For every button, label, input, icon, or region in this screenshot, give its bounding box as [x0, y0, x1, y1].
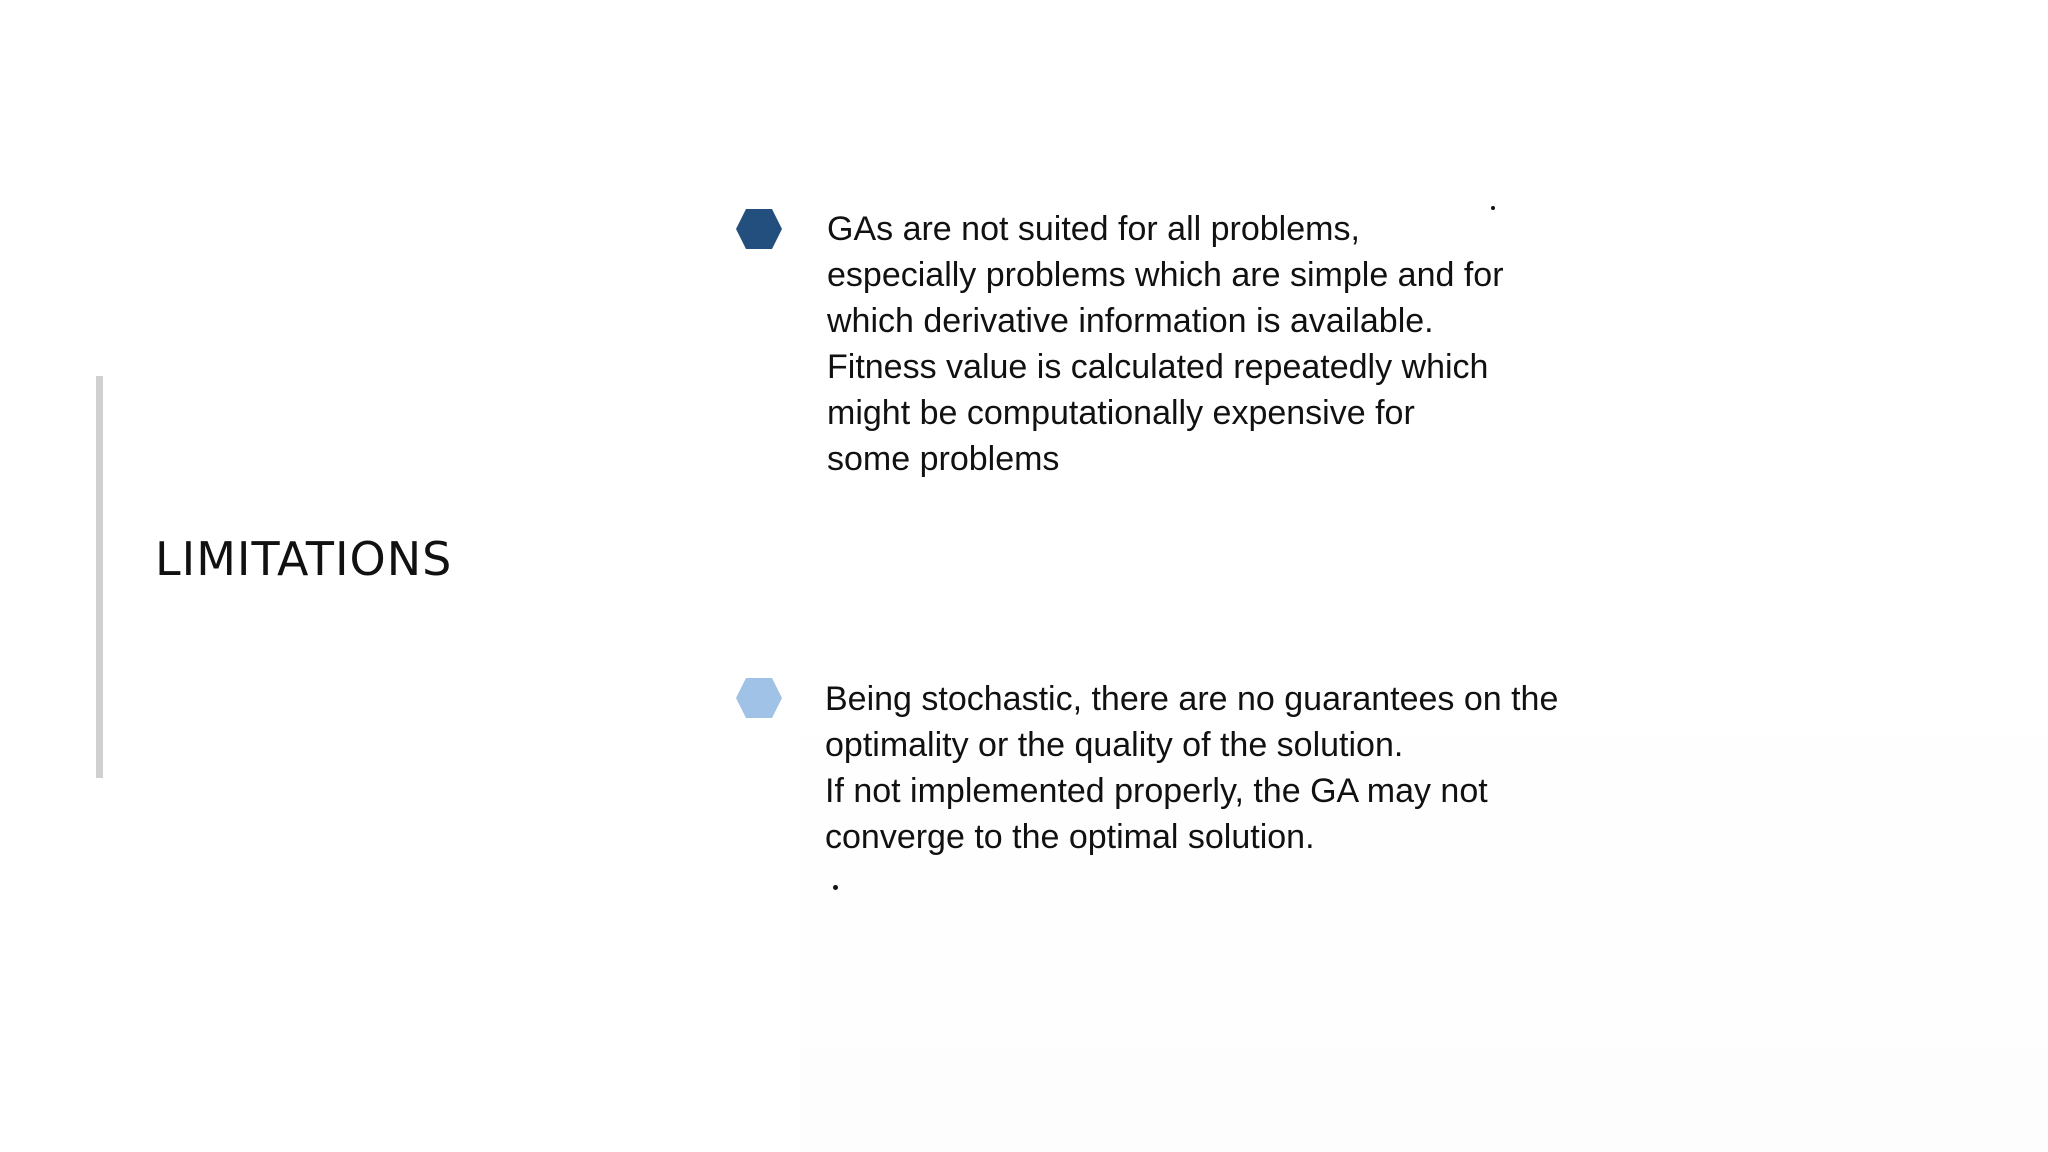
stray-dot-mark	[833, 885, 838, 890]
hexagon-light-blue-icon	[735, 677, 783, 719]
bullet-1-line: GAs are not suited for all problems,	[827, 210, 1360, 248]
bullet-2-line: If not implemented properly, the GA may not	[825, 772, 1488, 810]
bullet-text-1	[827, 206, 1504, 482]
hexagon-dark-blue-icon	[735, 208, 783, 250]
title-accent-bar	[96, 376, 103, 778]
content-panel-background	[800, 0, 2048, 1152]
bullet-2-line: converge to the optimal solution.	[825, 818, 1315, 856]
bullet-2-line: optimality or the quality of the solution.	[825, 726, 1404, 764]
bullet-text-2	[825, 676, 1558, 860]
stray-dot-mark	[1491, 206, 1495, 210]
bullet-1-line: especially problems which are simple and for	[827, 256, 1504, 294]
bullet-1-line: some problems	[827, 440, 1060, 478]
slide-title: LIMITATIONS	[155, 532, 453, 586]
bullet-2-line: Being stochastic, there are no guarantees on the	[825, 680, 1559, 718]
bullet-1-line: which derivative information is available.	[827, 302, 1434, 340]
bullet-1-line: might be computationally expensive for	[827, 394, 1415, 432]
bullet-1-line: Fitness value is calculated repeatedly which	[827, 348, 1489, 386]
